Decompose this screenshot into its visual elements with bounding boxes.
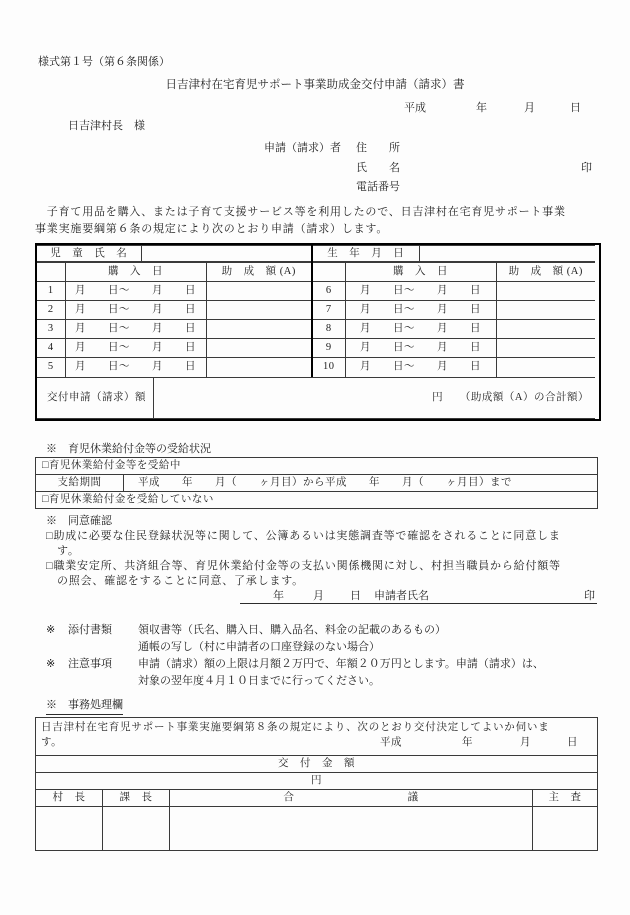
subsidy-amount-cell [206,320,312,339]
name-label: 氏 名 [356,162,400,174]
seal-mark: 印 [581,162,592,174]
grant-amount-label: 交 付 金 額 [36,756,598,773]
purchase-date-header: 購 入 日 [345,263,496,282]
section-chief-label: 課 長 [103,790,170,807]
row-number: 8 [312,320,345,339]
purchase-period: 月 日～ 月 日 [65,358,206,377]
total-label: 交付申請（請求）額 [37,377,153,418]
approval-request-line-1: 日吉津村在宅育児サポート事業実施要綱第８条の規定により、次のとおり交付決定してよいか伺いま [41,722,550,733]
signature-seal-mark: 印 [584,590,595,602]
subsidy-amount-cell [206,301,312,320]
purchase-period: 月 日～ 月 日 [65,320,206,339]
purchase-period: 月 日～ 月 日 [345,339,496,358]
addressee: 日吉津村長 様 [68,120,145,132]
applicant-name-label: 申請者氏名 [374,590,429,602]
signature-month-label: 月 [313,590,324,602]
benefit-section-label: ※ 育児休業給付金等の受給状況 [46,443,211,455]
phone-label: 電話番号 [356,181,400,193]
attachments-label: 添付書類 [68,624,112,636]
purchase-period: 月 日～ 月 日 [345,301,496,320]
payment-period-detail: 平成 年 月（ ヶ月目）から平成 年 月（ ヶ月目）まで [124,475,598,492]
office-day-label: 日 [567,737,578,748]
approval-request-cell [36,718,598,756]
subsidy-amount-cell [206,358,312,377]
subsidy-header: 助 成 額 (A) [206,263,312,282]
row-number: 1 [37,282,65,301]
examiner-stamp-cell [533,807,598,851]
row-number: 2 [37,301,65,320]
intro-line-1: 子育て用品を購入、または子育て支援サービス等を利用したので、日吉津村在宅育児サポート事業 [35,206,566,218]
purchase-period: 月 日～ 月 日 [345,358,496,377]
row-number: 3 [37,320,65,339]
consent-item-1-line-2: す。 [57,545,80,557]
purchase-period: 月 日～ 月 日 [345,282,496,301]
row-number-header-cell [37,263,65,282]
consent-item-2-line-2: の照会、確認をすることに同意、了承します。 [57,575,304,587]
applicant-label: 申請（請求）者 [264,142,341,154]
office-year-label: 年 [462,737,473,748]
table-row [36,492,598,509]
notice-label: 注意事項 [68,658,112,670]
payment-period-label: 支給期間 [36,475,124,492]
approval-stamp-row [36,807,598,851]
notice-line-2: 対象の翌年度４月１０日までに行ってください。 [138,675,380,687]
office-era-label: 平成 [380,737,402,748]
subsidy-amount-cell [496,282,595,301]
table-header-row [37,263,595,282]
table-row [37,358,595,377]
office-section-label: ※ 事務処理欄 [46,698,123,715]
total-row [37,377,595,419]
examiner-label: 主 査 [533,790,598,807]
address-label: 住 所 [356,142,400,154]
era-label: 平成 [404,102,426,114]
page-title: 日吉津村在宅育児サポート事業助成金交付申請（請求）書 [165,79,465,91]
month-label: 月 [524,102,535,114]
purchase-date-header: 購 入 日 [65,263,206,282]
birth-date-value-cell [419,246,595,262]
subsidy-amount-cell [496,358,595,377]
table-row [37,320,595,339]
row-number: 9 [312,339,345,358]
table-row [37,339,595,358]
row-number: 4 [37,339,65,358]
row-number: 10 [312,358,345,377]
notice-marker: ※ [46,658,56,670]
notice-line-1: 申請（請求）額の上限は月額２万円で、年額２０万円とします。申請（請求）は、 [138,658,544,670]
row-number-header-cell [312,263,345,282]
child-info-row [37,245,595,262]
council-label-left: 合 [283,792,295,803]
approval-header-row [36,790,598,807]
receiving-checkbox-label: □育児休業給付金等を受給中 [36,458,598,475]
subsidy-header: 助 成 額 (A) [496,263,595,282]
grant-amount-unit: 円 [36,773,598,790]
total-amount-cell: 円 （助成額（A）の合計額） [153,377,595,418]
date-line [0,101,630,115]
purchase-rows [37,262,595,377]
table-row [36,756,598,773]
purchase-period: 月 日～ 月 日 [65,282,206,301]
row-number: 6 [312,282,345,301]
table-row [37,282,595,301]
office-month-label: 月 [520,737,531,748]
year-label: 年 [476,102,487,114]
purchase-period: 月 日～ 月 日 [345,320,496,339]
table-row [37,301,595,320]
subsidy-amount-cell [496,301,595,320]
subsidy-amount-cell [496,320,595,339]
benefit-status-table [35,457,598,509]
not-receiving-checkbox-label: □育児休業給付金を受給していない [36,492,598,509]
office-processing-table [35,717,598,851]
row-number: 7 [312,301,345,320]
consent-item-1-line-1: □助成に必要な住民登録状況等に関して、公簿あるいは実態調査等で確認をされることに同意しま [46,530,561,542]
intro-paragraph [35,204,601,238]
subsidy-amount-cell [206,339,312,358]
table-row [36,475,598,492]
village-chief-stamp-cell [36,807,103,851]
claim-table [35,243,601,421]
subsidy-amount-cell [496,339,595,358]
signature-year-label: 年 [273,590,284,602]
approval-request-line-2: す。 [41,737,63,748]
child-name-label: 児 童 氏 名 [37,246,141,262]
table-row [36,718,598,756]
signature-line [240,589,597,604]
section-chief-stamp-cell [103,807,170,851]
day-label: 日 [570,102,581,114]
council-label-cell [170,790,533,807]
table-row [36,458,598,475]
table-row [36,773,598,790]
purchase-period: 月 日～ 月 日 [65,339,206,358]
subsidy-amount-cell [206,282,312,301]
purchase-period: 月 日～ 月 日 [65,301,206,320]
signature-day-label: 日 [350,590,361,602]
attachments-marker: ※ [46,624,56,636]
council-stamp-cell [170,807,533,851]
attachments-line-2: 通帳の写し（村に申請者の口座登録のない場合） [138,641,380,653]
village-chief-label: 村 長 [36,790,103,807]
consent-item-2-line-1: □職業安定所、共済組合等、育児休業給付金等の支払い関係機関に対し、村担当職員から給付額等 [46,560,561,572]
consent-section-label: ※ 同意確認 [46,515,112,527]
child-name-value-cell [141,246,312,262]
intro-line-2: 事業実施要綱第６条の規定により次のとおり申請（請求）します。 [35,223,389,235]
council-label-right: 議 [407,792,419,803]
form-number: 様式第１号（第６条関係） [38,56,170,68]
attachments-line-1: 領収書等（氏名、購入日、購入品名、料金の記載のあるもの） [138,624,446,636]
row-number: 5 [37,358,65,377]
birth-date-label: 生 年 月 日 [312,246,419,262]
